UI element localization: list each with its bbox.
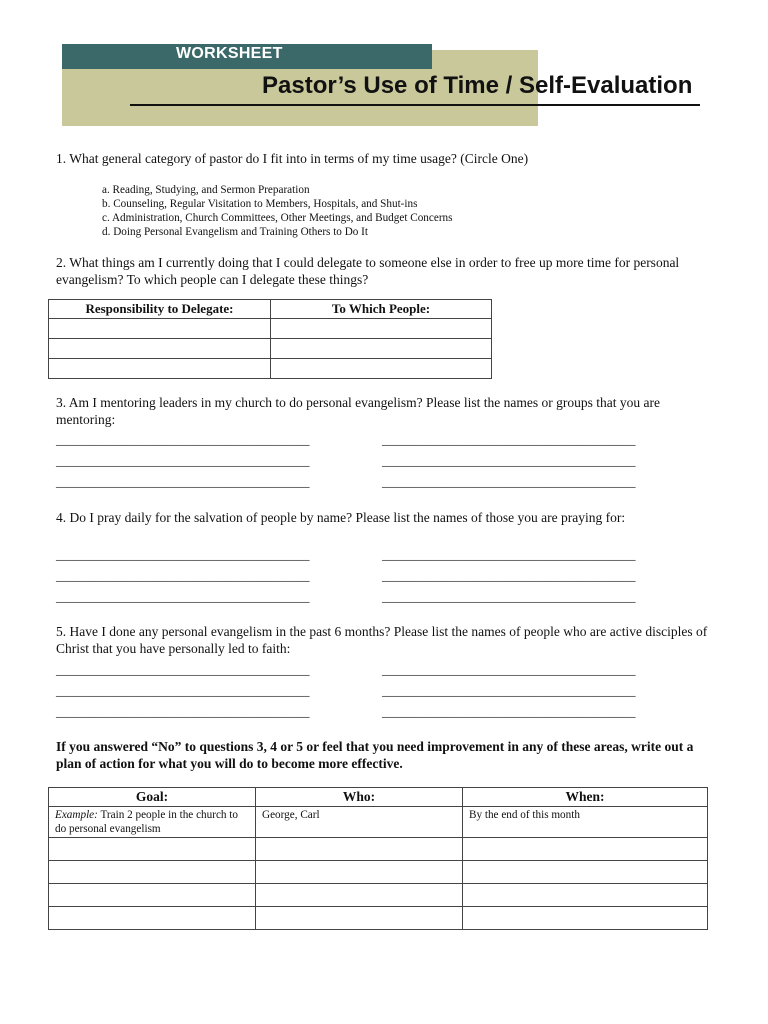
table-cell[interactable] (49, 339, 271, 359)
table-cell[interactable] (271, 339, 492, 359)
action-header-goal: Goal: (49, 788, 256, 807)
table-cell[interactable] (463, 884, 708, 907)
blank-line[interactable]: _______________________________________ (56, 662, 310, 677)
table-cell[interactable] (49, 884, 256, 907)
table-cell[interactable] (49, 359, 271, 379)
action-header-who: Who: (256, 788, 463, 807)
blank-line[interactable]: _______________________________________ (382, 704, 636, 719)
question-5-lines-left (56, 659, 310, 722)
table-row (49, 339, 492, 359)
question-4-lines-left (56, 544, 310, 607)
example-label: Example: (55, 809, 98, 821)
blank-line[interactable]: _______________________________________ (382, 662, 636, 677)
blank-line[interactable]: _______________________________________ (56, 704, 310, 719)
blank-line[interactable]: _______________________________________ (56, 589, 310, 604)
question-5: 5. Have I done any personal evangelism in the past 6 months? Please list the names of people who are active disciples of Christ that you have personally led to faith: (56, 624, 708, 656)
page-title: Pastor’s Use of Time / Self-Evaluation (262, 72, 693, 99)
title-clip (200, 70, 720, 102)
blank-line[interactable]: _______________________________________ (382, 453, 636, 468)
example-row (49, 807, 708, 838)
blank-line[interactable]: _______________________________________ (56, 453, 310, 468)
table-cell[interactable] (271, 319, 492, 339)
delegate-table (48, 299, 492, 379)
worksheet-label: WORKSHEET (176, 45, 283, 62)
table-cell[interactable] (463, 838, 708, 861)
table-cell[interactable] (49, 861, 256, 884)
table-cell[interactable] (256, 884, 463, 907)
table-row (49, 861, 708, 884)
table-cell[interactable] (463, 907, 708, 930)
option-b[interactable]: b. Counseling, Regular Visitation to Members, Hospitals, and Shut-ins (102, 198, 418, 210)
question-3-lines-right (382, 429, 636, 492)
worksheet-banner (62, 44, 432, 69)
blank-line[interactable]: _______________________________________ (382, 547, 636, 562)
table-cell[interactable] (256, 907, 463, 930)
delegate-header-responsibility: Responsibility to Delegate: (49, 300, 271, 319)
table-row (49, 359, 492, 379)
question-1: 1. What general category of pastor do I fit into in terms of my time usage? (Circle One) (56, 151, 529, 166)
action-plan-instructions: If you answered “No” to questions 3, 4 or 5 or feel that you need improvement in any of these areas, write out a plan of action for what you will do to become more effective. (56, 739, 694, 771)
question-2: 2. What things am I currently doing that I could delegate to someone else in order to free up more time for personal evangelism? To which people can I delegate these things? (56, 255, 680, 287)
table-row (49, 838, 708, 861)
delegate-header-people: To Which People: (271, 300, 492, 319)
blank-line[interactable]: _______________________________________ (382, 683, 636, 698)
blank-line[interactable]: _______________________________________ (382, 432, 636, 447)
question-5-lines-right (382, 659, 636, 722)
blank-line[interactable]: _______________________________________ (382, 568, 636, 583)
blank-line[interactable]: _______________________________________ (56, 683, 310, 698)
action-header-when: When: (463, 788, 708, 807)
action-plan-table (48, 787, 708, 930)
question-4-lines-right (382, 544, 636, 607)
title-underline (130, 104, 700, 106)
table-cell[interactable] (49, 319, 271, 339)
table-cell[interactable] (271, 359, 492, 379)
option-c[interactable]: c. Administration, Church Committees, Other Meetings, and Budget Concerns (102, 212, 453, 224)
table-cell[interactable] (49, 907, 256, 930)
table-cell[interactable] (49, 838, 256, 861)
question-3: 3. Am I mentoring leaders in my church to do personal evangelism? Please list the names or groups that you are mentoring: (56, 395, 660, 427)
blank-line[interactable]: _______________________________________ (382, 474, 636, 489)
table-cell[interactable] (256, 838, 463, 861)
example-goal-cell (49, 807, 256, 838)
option-d[interactable]: d. Doing Personal Evangelism and Training Others to Do It (102, 226, 368, 238)
blank-line[interactable]: _______________________________________ (56, 474, 310, 489)
question-3-lines-left (56, 429, 310, 492)
question-4: 4. Do I pray daily for the salvation of people by name? Please list the names of those you are praying for: (56, 510, 626, 525)
example-goal: Train 2 people in the church to do personal evangelism (55, 809, 239, 835)
option-a[interactable]: a. Reading, Studying, and Sermon Preparation (102, 184, 310, 196)
blank-line[interactable]: _______________________________________ (56, 547, 310, 562)
table-row (49, 907, 708, 930)
table-row (49, 319, 492, 339)
blank-line[interactable]: _______________________________________ (56, 432, 310, 447)
question-1-options (102, 183, 453, 239)
table-cell[interactable] (256, 861, 463, 884)
example-when: By the end of this month (463, 807, 708, 838)
blank-line[interactable]: _______________________________________ (56, 568, 310, 583)
example-who: George, Carl (256, 807, 463, 838)
table-cell[interactable] (463, 861, 708, 884)
table-row (49, 884, 708, 907)
blank-line[interactable]: _______________________________________ (382, 589, 636, 604)
